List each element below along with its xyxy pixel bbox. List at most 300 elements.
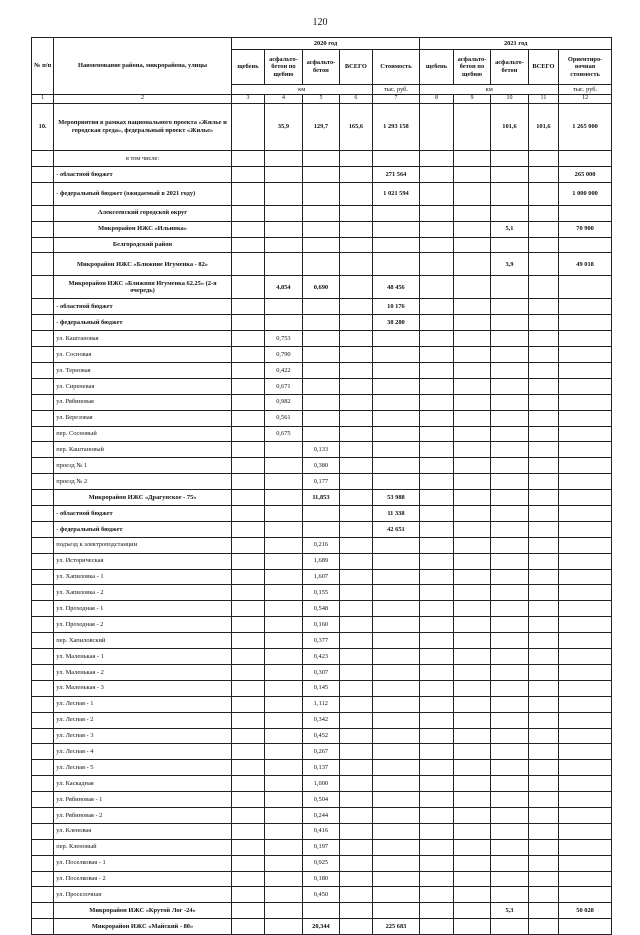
value-cell: [302, 410, 340, 426]
column-index-cell: 2: [54, 95, 231, 104]
column-index-cell: 6: [340, 95, 372, 104]
row-number-cell: [32, 871, 54, 887]
row-number-cell: [32, 378, 54, 394]
value-cell: [453, 760, 491, 776]
value-cell: [231, 760, 264, 776]
value-cell: [559, 506, 612, 522]
value-cell: [231, 363, 264, 379]
row-name-cell: в том числе:: [54, 151, 231, 167]
value-cell: [231, 474, 264, 490]
value-cell: [372, 253, 420, 276]
table-row: [32, 205, 612, 221]
row-number-cell: [32, 166, 54, 182]
row-number-cell: [32, 276, 54, 299]
value-cell: [559, 537, 612, 553]
row-name-cell: ул. Сиреневая: [54, 378, 231, 394]
col-asphalt-2021: асфальто-бетон: [491, 50, 529, 85]
value-cell: [265, 537, 303, 553]
value-cell: [231, 712, 264, 728]
value-cell: [453, 237, 491, 253]
value-cell: [559, 633, 612, 649]
table-row: [32, 792, 612, 808]
value-cell: [528, 253, 558, 276]
table-row: [32, 104, 612, 151]
value-cell: [340, 553, 372, 569]
value-cell: [340, 237, 372, 253]
value-cell: [491, 410, 529, 426]
value-cell: [340, 442, 372, 458]
table-row: [32, 237, 612, 253]
value-cell: [340, 182, 372, 205]
table-row: [32, 458, 612, 474]
value-cell: [420, 182, 453, 205]
value-cell: [491, 601, 529, 617]
col-vsego-2021: ВСЕГО: [528, 50, 558, 85]
value-cell: [453, 104, 491, 151]
value-cell: [491, 855, 529, 871]
value-cell: [340, 490, 372, 506]
value-cell: 11 338: [372, 506, 420, 522]
value-cell: [453, 744, 491, 760]
value-cell: [265, 166, 303, 182]
table-body: [32, 104, 612, 935]
value-cell: [372, 633, 420, 649]
value-cell: 20,344: [302, 919, 340, 935]
value-cell: [372, 474, 420, 490]
value-cell: [231, 569, 264, 585]
value-cell: [491, 151, 529, 167]
value-cell: [420, 394, 453, 410]
value-cell: [453, 712, 491, 728]
value-cell: [340, 633, 372, 649]
value-cell: [491, 363, 529, 379]
value-cell: [340, 276, 372, 299]
table-row: [32, 839, 612, 855]
value-cell: [372, 601, 420, 617]
value-cell: [302, 151, 340, 167]
value-cell: 0,423: [302, 649, 340, 665]
row-name-cell: Микрорайон ИЖС «Ближняя Игуменка 62.25» (2-я очередь): [54, 276, 231, 299]
value-cell: [491, 728, 529, 744]
table-row: [32, 871, 612, 887]
row-name-cell: Микрорайон ИЖС «Драгунское - 75»: [54, 490, 231, 506]
value-cell: [453, 903, 491, 919]
value-cell: [453, 792, 491, 808]
value-cell: 5,1: [491, 221, 529, 237]
value-cell: [420, 166, 453, 182]
value-cell: [559, 585, 612, 601]
value-cell: [528, 537, 558, 553]
value-cell: [528, 237, 558, 253]
row-name-cell: ул. Лесная - 2: [54, 712, 231, 728]
value-cell: [559, 331, 612, 347]
col-asphalt-po-shchebnyu-2020: асфальто-бетон по щебню: [265, 50, 303, 85]
row-number-cell: 10.: [32, 104, 54, 151]
value-cell: [231, 315, 264, 331]
row-name-cell: ул. Каскадная: [54, 776, 231, 792]
value-cell: [528, 649, 558, 665]
value-cell: 0,380: [302, 458, 340, 474]
value-cell: 0,180: [302, 871, 340, 887]
table-row: [32, 378, 612, 394]
value-cell: [559, 728, 612, 744]
value-cell: [528, 776, 558, 792]
value-cell: [559, 855, 612, 871]
row-name-cell: пер. Каштановый: [54, 442, 231, 458]
value-cell: [491, 680, 529, 696]
value-cell: [559, 394, 612, 410]
value-cell: 0,160: [302, 617, 340, 633]
value-cell: [420, 823, 453, 839]
value-cell: [491, 792, 529, 808]
row-name-cell: ул. Поселковая - 2: [54, 871, 231, 887]
table-row: [32, 887, 612, 903]
value-cell: 265 000: [559, 166, 612, 182]
value-cell: [372, 792, 420, 808]
value-cell: [453, 807, 491, 823]
row-number-cell: [32, 855, 54, 871]
value-cell: [453, 839, 491, 855]
value-cell: [420, 363, 453, 379]
table-row: [32, 569, 612, 585]
row-number-cell: [32, 919, 54, 935]
value-cell: [372, 553, 420, 569]
value-cell: [231, 410, 264, 426]
value-cell: [340, 394, 372, 410]
value-cell: [491, 490, 529, 506]
table-row: [32, 276, 612, 299]
row-name-cell: ул. Рябиновая: [54, 394, 231, 410]
value-cell: [420, 887, 453, 903]
value-cell: [491, 474, 529, 490]
value-cell: [528, 760, 558, 776]
value-cell: [372, 221, 420, 237]
value-cell: [420, 151, 453, 167]
value-cell: [231, 585, 264, 601]
value-cell: [559, 553, 612, 569]
value-cell: [302, 903, 340, 919]
value-cell: [265, 919, 303, 935]
value-cell: [372, 696, 420, 712]
value-cell: [372, 347, 420, 363]
value-cell: 0,675: [265, 426, 303, 442]
value-cell: 0,216: [302, 537, 340, 553]
row-name-cell: - областной бюджет: [54, 299, 231, 315]
value-cell: [340, 680, 372, 696]
row-number-cell: [32, 253, 54, 276]
value-cell: [420, 696, 453, 712]
value-cell: [340, 363, 372, 379]
value-cell: [453, 474, 491, 490]
value-cell: [372, 776, 420, 792]
value-cell: [559, 776, 612, 792]
value-cell: [231, 792, 264, 808]
value-cell: [559, 237, 612, 253]
value-cell: [231, 253, 264, 276]
value-cell: [559, 807, 612, 823]
value-cell: 0,267: [302, 744, 340, 760]
value-cell: [453, 537, 491, 553]
row-number-cell: [32, 903, 54, 919]
table-row: [32, 776, 612, 792]
table-row: [32, 182, 612, 205]
row-name-cell: Микрорайон ИЖС «Ближние Игуменка - 82»: [54, 253, 231, 276]
row-number-cell: [32, 553, 54, 569]
value-cell: [528, 363, 558, 379]
value-cell: [559, 442, 612, 458]
value-cell: [528, 474, 558, 490]
value-cell: 0,177: [302, 474, 340, 490]
value-cell: [302, 299, 340, 315]
row-number-cell: [32, 633, 54, 649]
value-cell: [453, 569, 491, 585]
row-number-cell: [32, 537, 54, 553]
value-cell: [372, 871, 420, 887]
value-cell: [340, 426, 372, 442]
table-row: [32, 807, 612, 823]
value-cell: 0,982: [265, 394, 303, 410]
value-cell: [559, 696, 612, 712]
value-cell: [453, 166, 491, 182]
value-cell: [231, 347, 264, 363]
row-name-cell: проезд № 2: [54, 474, 231, 490]
value-cell: 11,853: [302, 490, 340, 506]
value-cell: [372, 569, 420, 585]
value-cell: 1,000: [302, 776, 340, 792]
row-name-cell: Микрорайон ИЖС «Крутой Лог -24»: [54, 903, 231, 919]
value-cell: 1 293 158: [372, 104, 420, 151]
row-name-cell: ул. Историческая: [54, 553, 231, 569]
value-cell: [453, 823, 491, 839]
value-cell: [528, 221, 558, 237]
column-index-cell: 4: [265, 95, 303, 104]
value-cell: [491, 776, 529, 792]
row-number-cell: [32, 585, 54, 601]
table-row: [32, 474, 612, 490]
value-cell: [231, 331, 264, 347]
value-cell: [528, 744, 558, 760]
table-row: [32, 221, 612, 237]
value-cell: [420, 237, 453, 253]
value-cell: [528, 394, 558, 410]
row-number-cell: [32, 363, 54, 379]
value-cell: [265, 823, 303, 839]
table-row: [32, 919, 612, 935]
value-cell: [559, 744, 612, 760]
row-number-cell: [32, 680, 54, 696]
value-cell: [420, 744, 453, 760]
value-cell: [559, 474, 612, 490]
value-cell: [420, 490, 453, 506]
row-name-cell: ул. Рябиновая - 1: [54, 792, 231, 808]
value-cell: [453, 680, 491, 696]
value-cell: [528, 664, 558, 680]
value-cell: [528, 887, 558, 903]
value-cell: 0,450: [302, 887, 340, 903]
value-cell: [340, 871, 372, 887]
value-cell: [302, 521, 340, 537]
value-cell: [528, 315, 558, 331]
column-index-cell: 12: [559, 95, 612, 104]
value-cell: [491, 664, 529, 680]
row-number-cell: [32, 807, 54, 823]
row-name-cell: ул. Маленькая - 2: [54, 664, 231, 680]
row-number-cell: [32, 426, 54, 442]
value-cell: [420, 585, 453, 601]
value-cell: [528, 823, 558, 839]
table-row: [32, 728, 612, 744]
value-cell: [265, 553, 303, 569]
row-number-cell: [32, 442, 54, 458]
value-cell: [372, 744, 420, 760]
value-cell: [302, 315, 340, 331]
value-cell: [453, 776, 491, 792]
value-cell: [420, 253, 453, 276]
value-cell: [340, 649, 372, 665]
value-cell: [453, 331, 491, 347]
value-cell: 50 028: [559, 903, 612, 919]
row-name-cell: - федеральный бюджет: [54, 521, 231, 537]
column-index-cell: 7: [372, 95, 420, 104]
table-row: [32, 649, 612, 665]
row-name-cell: ул. Маленькая - 3: [54, 680, 231, 696]
row-name-cell: проезд № 1: [54, 458, 231, 474]
value-cell: [340, 537, 372, 553]
value-cell: 0,416: [302, 823, 340, 839]
value-cell: [559, 680, 612, 696]
value-cell: [265, 182, 303, 205]
value-cell: [453, 426, 491, 442]
row-number-cell: [32, 601, 54, 617]
col-name-header: Наименование района, микрорайона, улицы: [54, 38, 231, 95]
value-cell: [453, 855, 491, 871]
value-cell: [231, 442, 264, 458]
value-cell: [340, 664, 372, 680]
value-cell: [491, 839, 529, 855]
table-row: [32, 680, 612, 696]
value-cell: [420, 299, 453, 315]
value-cell: [420, 458, 453, 474]
row-name-cell: - областной бюджет: [54, 506, 231, 522]
value-cell: [528, 919, 558, 935]
value-cell: [302, 237, 340, 253]
value-cell: [340, 617, 372, 633]
value-cell: [491, 458, 529, 474]
value-cell: [231, 276, 264, 299]
table-row: [32, 166, 612, 182]
value-cell: [231, 649, 264, 665]
value-cell: [372, 760, 420, 776]
value-cell: [231, 221, 264, 237]
value-cell: 101,6: [528, 104, 558, 151]
row-name-cell: ул. Маленькая - 1: [54, 649, 231, 665]
value-cell: [559, 601, 612, 617]
row-name-cell: ул. Рябиновая - 2: [54, 807, 231, 823]
value-cell: [453, 182, 491, 205]
unit-rub-2020: тыс. руб.: [372, 85, 420, 95]
row-name-cell: ул. Сосновая: [54, 347, 231, 363]
table-row: [32, 394, 612, 410]
value-cell: [453, 276, 491, 299]
value-cell: 1 021 594: [372, 182, 420, 205]
value-cell: [265, 458, 303, 474]
table-row: [32, 903, 612, 919]
value-cell: [559, 760, 612, 776]
value-cell: [231, 151, 264, 167]
value-cell: [265, 442, 303, 458]
value-cell: [231, 104, 264, 151]
value-cell: [372, 442, 420, 458]
value-cell: [231, 823, 264, 839]
value-cell: 0,504: [302, 792, 340, 808]
row-number-cell: [32, 331, 54, 347]
value-cell: [453, 394, 491, 410]
value-cell: [491, 585, 529, 601]
value-cell: [231, 182, 264, 205]
value-cell: [231, 537, 264, 553]
value-cell: [265, 569, 303, 585]
value-cell: [420, 553, 453, 569]
value-cell: [559, 205, 612, 221]
column-index-cell: 11: [528, 95, 558, 104]
value-cell: [420, 205, 453, 221]
value-cell: [559, 617, 612, 633]
value-cell: [528, 347, 558, 363]
value-cell: [559, 276, 612, 299]
value-cell: [453, 299, 491, 315]
value-cell: [231, 237, 264, 253]
value-cell: [559, 792, 612, 808]
value-cell: [559, 315, 612, 331]
roads-table: [31, 37, 612, 935]
value-cell: [491, 649, 529, 665]
value-cell: [420, 601, 453, 617]
value-cell: [265, 696, 303, 712]
value-cell: 0,377: [302, 633, 340, 649]
col-stoimost-2020: Стоимость: [372, 50, 420, 85]
value-cell: [231, 696, 264, 712]
row-number-cell: [32, 347, 54, 363]
value-cell: [372, 410, 420, 426]
column-index-cell: 9: [453, 95, 491, 104]
value-cell: [231, 807, 264, 823]
value-cell: [559, 871, 612, 887]
value-cell: [231, 633, 264, 649]
value-cell: [302, 253, 340, 276]
value-cell: [420, 378, 453, 394]
value-cell: [265, 601, 303, 617]
row-number-cell: [32, 474, 54, 490]
row-name-cell: Алексеевский городской округ: [54, 205, 231, 221]
value-cell: [372, 458, 420, 474]
col-orient-stoimost-2021: Ориентиро-вочная стоимость: [559, 50, 612, 85]
value-cell: 70 900: [559, 221, 612, 237]
row-number-cell: [32, 760, 54, 776]
value-cell: [453, 442, 491, 458]
value-cell: [265, 871, 303, 887]
value-cell: [453, 521, 491, 537]
value-cell: [453, 633, 491, 649]
value-cell: [491, 887, 529, 903]
value-cell: [528, 903, 558, 919]
row-name-cell: Мероприятия в рамках национального проекта «Жилье и городская среда», федеральный проект «Жилье»: [54, 104, 231, 151]
value-cell: [265, 151, 303, 167]
value-cell: [265, 728, 303, 744]
value-cell: [231, 426, 264, 442]
value-cell: [491, 347, 529, 363]
table-row: [32, 506, 612, 522]
value-cell: [340, 919, 372, 935]
